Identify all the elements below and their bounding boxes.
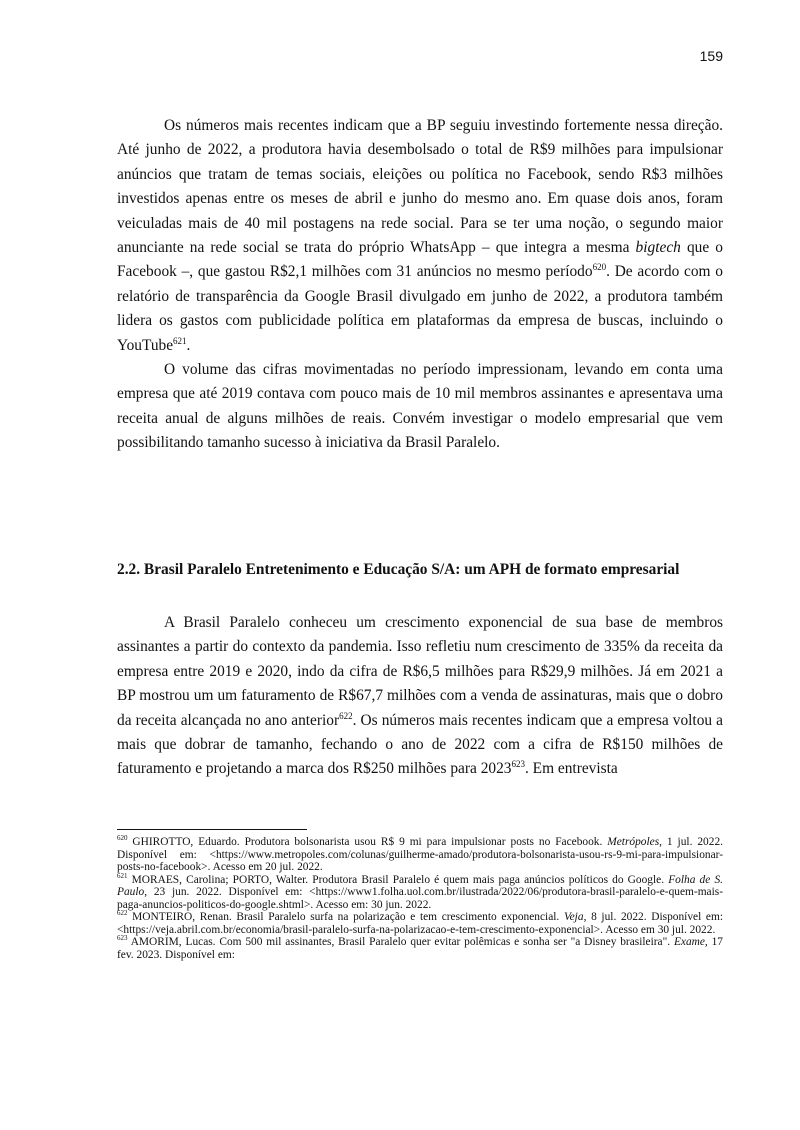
footnote-number: 621 — [117, 871, 128, 880]
footnote-text: MORAES, Carolina; PORTO, Walter. Produtora Brasil Paralelo é quem mais paga anúncios políticos do Google. — [127, 873, 669, 886]
footnote-text: , 23 jun. 2022. Disponível em: <https://www1.folha.uol.com.br/ilustrada/2022/06/produtora-brasil-paralelo-e-quem-mais-paga-anuncios-politicos-do-google.shtml>. Acesso em: 30 jun. 2022. — [117, 886, 723, 911]
footnote-621 — [117, 871, 723, 912]
body-text-section — [117, 611, 723, 782]
footnote-text: 17 fev. 2023. Disponível em: — [117, 936, 724, 961]
footnote-text: MONTEIRO, Renan. Brasil Paralelo surfa na polarização e tem crescimento exponencial. — [127, 911, 564, 923]
footnote-source: Folha de S. Paulo — [117, 873, 723, 898]
footnote-622 — [117, 911, 723, 936]
footnote-text: GHIROTTO, Eduardo. Produtora bolsonarista usou R$ 9 mi para impulsionar posts no Facebook. — [127, 836, 608, 848]
section-heading: 2.2. Brasil Paralelo Entretenimento e Educação S/A: um APH de formato empresarial — [117, 561, 680, 578]
footnote-number: 623 — [117, 934, 128, 943]
paragraph — [117, 114, 723, 358]
paragraph-text: que o Facebook –, que gastou R$2,1 milhões com 31 anúncios no mesmo período — [117, 239, 723, 281]
footnote-divider — [117, 829, 307, 830]
footnote-source: Exame, — [673, 936, 708, 948]
footnote-source: Metrópoles — [607, 836, 660, 848]
paragraph-text: . Em entrevista — [524, 760, 618, 778]
footnote-ref-620[interactable]: 620 — [592, 262, 607, 273]
footnote-source: Veja — [563, 911, 584, 923]
footnote-623 — [117, 936, 723, 961]
footnote-ref-622[interactable]: 622 — [339, 710, 353, 721]
paragraph-text: . De acordo com o relatório de transparência da Google Brasil divulgado em junho de 2022, a produtora também lidera os gastos com publicidade política em plataformas da empresa de buscas, incluindo o YouTube — [117, 263, 723, 354]
footnote-number: 622 — [117, 909, 128, 918]
footnote-ref-623[interactable]: 623 — [511, 759, 525, 770]
italic-term: bigtech — [635, 239, 681, 257]
footnote-620 — [117, 836, 723, 874]
paragraph-text: Os números mais recentes indicam que a BP seguiu investindo fortemente nessa direção. Até junho de 2022, a produtora havia desembolsado o total de R$9 milhões para impulsionar anúncios que tratam de temas sociais, eleições ou política no Facebook, sendo R$3 milhões investidos apenas entre os meses de abril e junho do mesmo ano. Em quase dois anos, foram veiculadas mais de 40 mil postagens na rede social. Para se ter uma noção, o segundo maior anunciante na rede social se trata do próprio WhatsApp – que integra a mesma — [117, 117, 723, 257]
footnotes — [117, 836, 723, 961]
footnote-text: AMORIM, Lucas. Com 500 mil assinantes, Brasil Paralelo quer evitar polêmicas e sonha ser "a Disney brasileira". — [127, 936, 674, 948]
page-number: 159 — [699, 48, 723, 64]
paragraph: O volume das cifras movimentadas no período impressionam, levando em conta uma empresa que até 2019 contava com pouco mais de 10 mil membros assinantes e apresentava uma receita anual de alguns milhões de reais. Convém investigar o modelo empresarial que vem possibilitando tamanho sucesso à iniciativa da Brasil Paralelo. — [117, 361, 723, 452]
paragraph-text: . Os números mais recentes indicam que a empresa voltou a mais que dobrar de tamanho, fechando o ano de 2022 com a cifra de R$150 milhões de faturamento e projetando a marca dos R$250 milhões para 2023 — [117, 711, 724, 778]
footnote-number: 620 — [117, 834, 128, 843]
footnote-text: , 1 jul. 2022. Disponível em: <https://www.metropoles.com/colunas/guilherme-amado/produtora-bolsonarista-usou-rs-9-mi-para-impulsionar-posts-no-facebook>. Acesso em 20 jul. 2022. — [117, 836, 723, 873]
paragraph-text: . — [186, 336, 191, 354]
footnote-ref-621[interactable]: 621 — [173, 335, 187, 346]
body-text-top — [117, 114, 723, 456]
paragraph — [117, 611, 723, 782]
footnote-text: , 8 jul. 2022. Disponível em: <https://veja.abril.com.br/economia/brasil-paralelo-surfa-na-polarizacao-e-tem-crescimento-exponencial>. Acesso em 30 jul. 2022. — [117, 911, 723, 936]
paragraph-text: A Brasil Paralelo conheceu um crescimento exponencial de sua base de membros assinantes a partir do contexto da pandemia. Isso refletiu num crescimento de 335% da receita da empresa entre 2019 e 2020, indo da cifra de R$6,5 milhões para R$29,9 milhões. Já em 2021 a BP mostrou um um faturamento de R$67,7 milhões com a venda de assinaturas, mais que o dobro da receita alcançada no ano anterior — [117, 614, 723, 729]
